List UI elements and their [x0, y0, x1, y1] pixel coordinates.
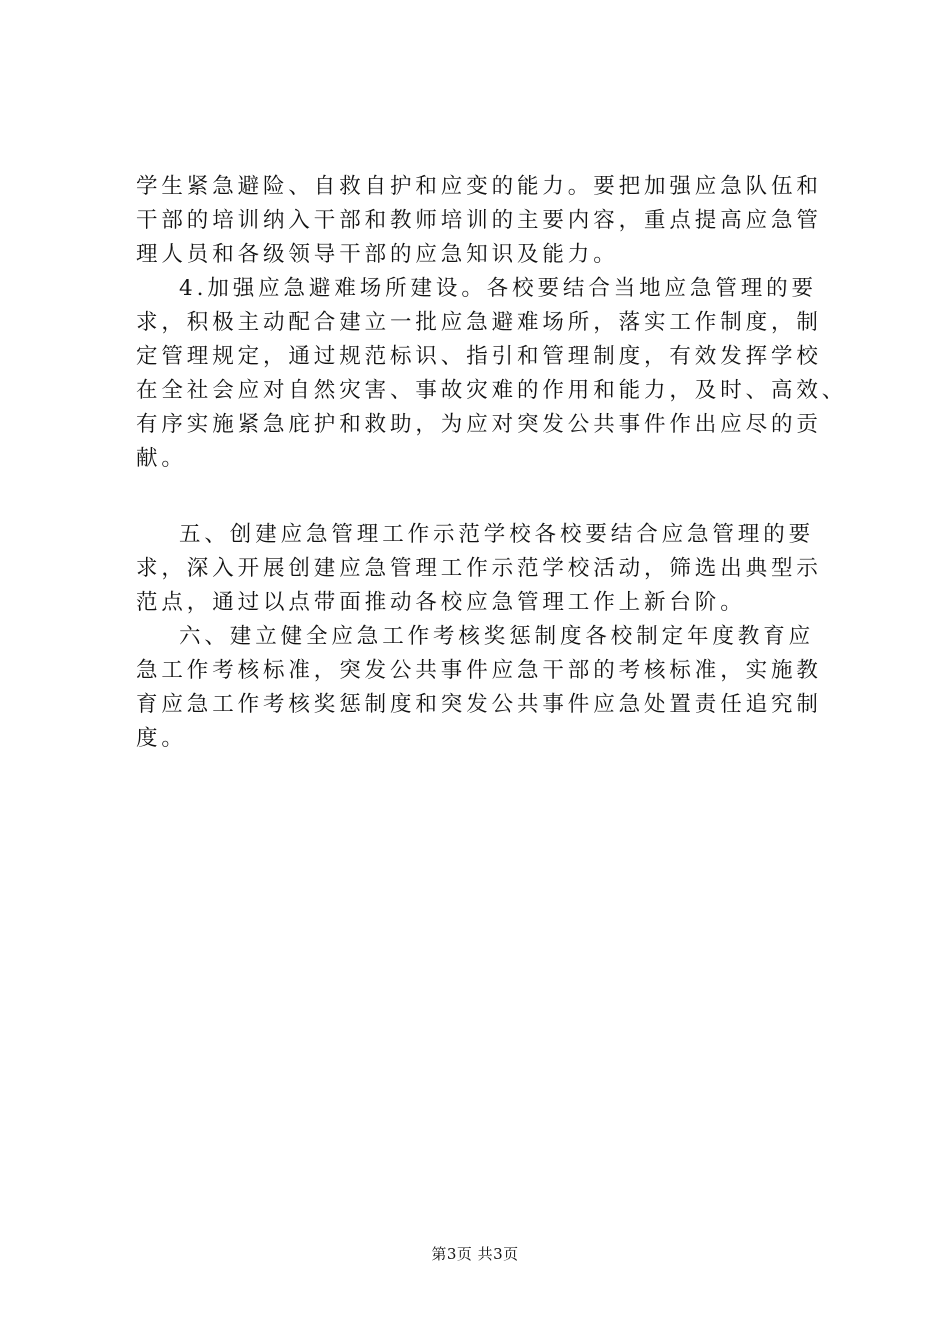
paragraph-line: 理人员和各级领导干部的应急知识及能力。	[136, 242, 619, 267]
paragraph-line: 有序实施紧急庇护和救助，为应对突发公共事件作出应尽的贡	[136, 412, 822, 437]
paragraph-line: 干部的培训纳入干部和教师培训的主要内容，重点提高应急管	[136, 208, 822, 233]
paragraph	[136, 518, 824, 620]
paragraph	[136, 170, 824, 272]
paragraph-line: 急工作考核标准，突发公共事件应急干部的考核标准，实施教	[136, 658, 822, 683]
paragraph-line: 六、建立健全应急工作考核奖惩制度各校制定年度教育应	[179, 624, 815, 649]
paragraph-line: 五、创建应急管理工作示范学校各校要结合应急管理的要	[179, 522, 815, 547]
paragraph-line: 献。	[136, 446, 187, 471]
paragraph-line: 求，深入开展创建应急管理工作示范学校活动，筛选出典型示	[136, 556, 822, 581]
paragraph-line	[136, 476, 824, 510]
paragraph-line: 在全社会应对自然灾害、事故灾难的作用和能力，及时、高效、	[136, 378, 848, 403]
paragraph	[136, 272, 848, 510]
page-number-footer: 第3页 共3页	[431, 1245, 519, 1263]
document-body	[136, 170, 848, 756]
paragraph-line: 4.加强应急避难场所建设。各校要结合当地应急管理的要	[179, 276, 817, 301]
paragraph-spacing	[136, 510, 824, 518]
paragraph-line: 范点，通过以点带面推动各校应急管理工作上新台阶。	[136, 590, 746, 615]
paragraph-line: 学生紧急避险、自救自护和应变的能力。要把加强应急队伍和	[136, 174, 822, 199]
paragraph-line: 度。	[136, 726, 187, 751]
paragraph-line: 育应急工作考核奖惩制度和突发公共事件应急处置责任追究制	[136, 692, 822, 717]
paragraph-line: 定管理规定，通过规范标识、指引和管理制度，有效发挥学校	[136, 344, 822, 369]
paragraph-line: 求，积极主动配合建立一批应急避难场所，落实工作制度，制	[136, 310, 822, 335]
paragraph	[136, 620, 824, 756]
